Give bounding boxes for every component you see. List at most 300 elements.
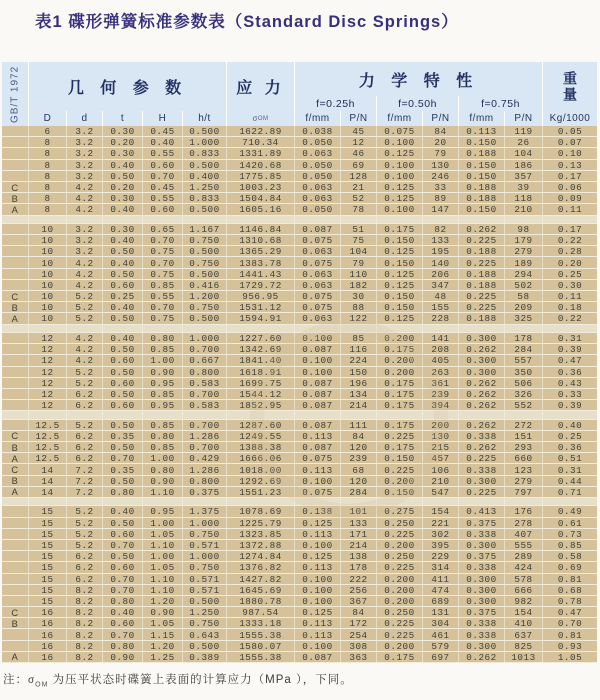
cell-series	[2, 529, 28, 539]
cell-f050: 0.175	[376, 400, 422, 410]
cell-sigma: 1775.85	[226, 171, 294, 181]
table-row	[2, 246, 597, 257]
cell-d: 4.2	[66, 344, 102, 354]
table-row	[2, 596, 597, 607]
cell-f025: 0.113	[294, 431, 340, 441]
cell-d: 8.2	[66, 641, 102, 651]
cell-f050: 0.200	[376, 540, 422, 550]
cell-p025: 222	[340, 574, 376, 584]
cell-p075: 123	[504, 464, 542, 474]
cell-d: 4.2	[66, 182, 102, 192]
cell-D: 15	[28, 506, 66, 516]
cell-D: 10	[28, 269, 66, 279]
cell-d: 8.2	[66, 652, 102, 662]
cell-f075: 0.300	[458, 641, 504, 651]
cell-f075: 0.188	[458, 182, 504, 192]
cell-f075: 0.338	[458, 618, 504, 628]
cell-p050: 208	[422, 344, 458, 354]
table-row	[2, 476, 597, 487]
cell-kg: 0.69	[542, 562, 597, 572]
cell-D: 12.5	[28, 442, 66, 452]
cell-H: 0.45	[142, 126, 182, 136]
cell-p050	[422, 325, 458, 332]
cell-H: 0.75	[142, 313, 182, 323]
cell-D: 12	[28, 355, 66, 365]
cell-p075: 357	[504, 171, 542, 181]
cell-ht: 0.750	[182, 235, 226, 245]
cell-f025: 0.125	[294, 551, 340, 561]
cell-f050: 0.150	[376, 235, 422, 245]
table-row	[2, 171, 597, 182]
cell-p025: 45	[340, 126, 376, 136]
cell-f050: 0.225	[376, 618, 422, 628]
cell-D: 15	[28, 529, 66, 539]
table-row	[2, 629, 597, 640]
cell-H: 0.75	[142, 269, 182, 279]
cell-d: 7.2	[66, 464, 102, 474]
cell-p050: 304	[422, 618, 458, 628]
cell-D: 10	[28, 280, 66, 290]
cell-H: 0.70	[142, 302, 182, 312]
cell-p075: 284	[504, 344, 542, 354]
cell-ht: 0.571	[182, 574, 226, 584]
cell-series: C	[11, 607, 19, 618]
cell-f050: 0.200	[376, 574, 422, 584]
cell-f075: 0.262	[458, 652, 504, 662]
cell-f025: 0.100	[294, 585, 340, 595]
cell-d	[66, 325, 102, 332]
cell-p050: 697	[422, 652, 458, 662]
cell-series	[2, 420, 28, 430]
cell-p025: 214	[340, 540, 376, 550]
cell-f075: 0.375	[458, 551, 504, 561]
cell-f075: 0.413	[458, 506, 504, 516]
col-D: D	[28, 111, 66, 126]
cell-f050	[376, 216, 422, 223]
cell-f050: 0.200	[376, 333, 422, 343]
cell-f075: 0.262	[458, 378, 504, 388]
cell-t: 0.70	[102, 629, 142, 639]
cell-d: 3.2	[66, 126, 102, 136]
cell-d: 6.2	[66, 551, 102, 561]
cell-f050: 0.250	[376, 518, 422, 528]
disc-spring-table	[2, 62, 597, 663]
table-row	[2, 400, 597, 411]
cell-series	[2, 585, 28, 595]
cell-kg	[542, 216, 597, 223]
cell-p075: 278	[504, 518, 542, 528]
table-header	[2, 62, 597, 126]
cell-p050: 547	[422, 487, 458, 497]
cell-p050: 147	[422, 204, 458, 214]
cell-D: 12.5	[28, 420, 66, 430]
cell-f050: 0.075	[376, 126, 422, 136]
cell-p075: 209	[504, 302, 542, 312]
cell-f050: 0.125	[376, 193, 422, 203]
cell-ht	[182, 498, 226, 505]
cell-p050: 106	[422, 464, 458, 474]
cell-sigma: 1852.95	[226, 400, 294, 410]
cell-f075: 0.338	[458, 629, 504, 639]
cell-D: 12	[28, 367, 66, 377]
cell-D: 15	[28, 540, 66, 550]
cell-f050: 0.175	[376, 389, 422, 399]
cell-sigma: 1078.69	[226, 506, 294, 516]
table-row	[2, 464, 597, 475]
cell-p025: 104	[340, 246, 376, 256]
cell-series: B	[11, 442, 19, 453]
cell-sigma: 1594.91	[226, 313, 294, 323]
cell-p025: 128	[340, 171, 376, 181]
cell-H: 0.90	[142, 607, 182, 617]
cell-D: 12	[28, 344, 66, 354]
cell-d: 5.2	[66, 367, 102, 377]
cell-p050: 246	[422, 171, 458, 181]
col-pn-025: P/N	[340, 111, 376, 126]
cell-p050	[422, 411, 458, 418]
cell-p075: 189	[504, 257, 542, 267]
cell-p025: 110	[340, 269, 376, 279]
cell-D: 10	[28, 302, 66, 312]
cell-t	[102, 325, 142, 332]
cell-H	[142, 325, 182, 332]
cell-H: 0.55	[142, 291, 182, 301]
cell-sigma: 1287.60	[226, 420, 294, 430]
cell-t	[102, 411, 142, 418]
cell-t: 0.20	[102, 137, 142, 147]
table-row	[2, 540, 597, 551]
cell-p025: 214	[340, 400, 376, 410]
cell-f075: 0.150	[458, 160, 504, 170]
cell-kg	[542, 325, 597, 332]
cell-p075: 350	[504, 367, 542, 377]
cell-ht: 0.750	[182, 257, 226, 267]
cell-sigma: 1880.78	[226, 596, 294, 606]
cell-D	[28, 325, 66, 332]
cell-series	[2, 148, 28, 158]
cell-f050: 0.250	[376, 607, 422, 617]
header-f050: f=0.50h	[376, 96, 458, 111]
cell-D: 8	[28, 171, 66, 181]
cell-H: 1.25	[142, 652, 182, 662]
cell-f050: 0.200	[376, 476, 422, 486]
cell-H: 1.20	[142, 641, 182, 651]
cell-f075: 0.150	[458, 137, 504, 147]
cell-sigma: 1622.89	[226, 126, 294, 136]
cell-f025	[294, 216, 340, 223]
cell-p050: 140	[422, 257, 458, 267]
table-row	[2, 302, 597, 313]
cell-p025: 120	[340, 442, 376, 452]
cell-series	[2, 551, 28, 561]
cell-ht: 0.571	[182, 540, 226, 550]
cell-sigma: 1146.84	[226, 224, 294, 234]
cell-f075: 0.338	[458, 464, 504, 474]
cell-f025: 0.113	[294, 562, 340, 572]
cell-f025: 0.075	[294, 302, 340, 312]
cell-t: 0.30	[102, 126, 142, 136]
cell-d: 4.2	[66, 355, 102, 365]
cell-f075	[458, 325, 504, 332]
cell-p050: 200	[422, 420, 458, 430]
cell-series	[2, 367, 28, 377]
cell-H: 1.10	[142, 574, 182, 584]
cell-f025: 0.063	[294, 313, 340, 323]
cell-D: 12	[28, 333, 66, 343]
col-fmm-075: f/mm	[458, 111, 504, 126]
cell-d: 4.2	[66, 269, 102, 279]
cell-H: 1.20	[142, 596, 182, 606]
cell-p050: 228	[422, 313, 458, 323]
cell-sigma: 987.54	[226, 607, 294, 617]
cell-D: 8	[28, 182, 66, 192]
cell-sigma: 1504.84	[226, 193, 294, 203]
cell-f050: 0.275	[376, 506, 422, 516]
cell-f050: 0.125	[376, 280, 422, 290]
cell-p075: 119	[504, 126, 542, 136]
cell-f075: 0.300	[458, 585, 504, 595]
cell-sigma: 1227.60	[226, 333, 294, 343]
cell-f025: 0.050	[294, 204, 340, 214]
cell-f025: 0.125	[294, 607, 340, 617]
cell-f050: 0.100	[376, 160, 422, 170]
cell-f075: 0.113	[458, 126, 504, 136]
cell-f075: 0.262	[458, 420, 504, 430]
cell-p025: 254	[340, 629, 376, 639]
cell-ht: 0.750	[182, 618, 226, 628]
cell-f075: 0.188	[458, 193, 504, 203]
cell-d: 4.2	[66, 333, 102, 343]
cell-series	[2, 246, 28, 256]
cell-ht: 1.000	[182, 518, 226, 528]
cell-d: 5.2	[66, 518, 102, 528]
cell-t: 0.60	[102, 355, 142, 365]
cell-f050: 0.200	[376, 355, 422, 365]
header-f025: f=0.25h	[294, 96, 376, 111]
table-row	[2, 562, 597, 573]
cell-sigma	[226, 411, 294, 418]
cell-f075: 0.300	[458, 596, 504, 606]
cell-f025: 0.050	[294, 171, 340, 181]
cell-D: 10	[28, 257, 66, 267]
cell-ht: 0.833	[182, 193, 226, 203]
cell-t	[102, 216, 142, 223]
cell-t: 0.30	[102, 224, 142, 234]
cell-p025: 51	[340, 224, 376, 234]
table-row	[2, 126, 597, 137]
header-geometry: 几 何 参 数	[28, 62, 226, 111]
cell-f050: 0.225	[376, 562, 422, 572]
cell-series	[2, 629, 28, 639]
cell-D: 16	[28, 652, 66, 662]
cell-series	[2, 518, 28, 528]
cell-kg: 0.36	[542, 367, 597, 377]
cell-p025: 111	[340, 420, 376, 430]
cell-p025: 171	[340, 529, 376, 539]
cell-kg: 0.11	[542, 291, 597, 301]
cell-p050: 154	[422, 506, 458, 516]
cell-ht: 0.416	[182, 280, 226, 290]
cell-ht: 0.400	[182, 171, 226, 181]
cell-f075: 0.262	[458, 344, 504, 354]
cell-kg	[542, 411, 597, 418]
cell-D: 8	[28, 148, 66, 158]
cell-H: 0.95	[142, 378, 182, 388]
cell-series	[2, 596, 28, 606]
cell-d: 4.2	[66, 280, 102, 290]
cell-kg: 0.39	[542, 344, 597, 354]
cell-kg: 0.58	[542, 551, 597, 561]
cell-t: 0.70	[102, 585, 142, 595]
cell-f025: 0.100	[294, 476, 340, 486]
cell-d: 6.2	[66, 562, 102, 572]
cell-p025: 84	[340, 431, 376, 441]
cell-p025: 12	[340, 137, 376, 147]
cell-sigma: 1841.40	[226, 355, 294, 365]
table-row	[2, 367, 597, 378]
cell-p025: 101	[340, 506, 376, 516]
cell-series	[2, 540, 28, 550]
cell-p025: 308	[340, 641, 376, 651]
cell-kg: 0.30	[542, 280, 597, 290]
cell-D: 8	[28, 193, 66, 203]
cell-f025: 0.087	[294, 400, 340, 410]
cell-ht: 0.700	[182, 344, 226, 354]
cell-kg: 0.73	[542, 529, 597, 539]
cell-series	[2, 574, 28, 584]
cell-H: 0.55	[142, 148, 182, 158]
cell-sigma: 1333.18	[226, 618, 294, 628]
cell-D: 16	[28, 629, 66, 639]
cell-H: 1.05	[142, 562, 182, 572]
cell-series	[2, 216, 28, 223]
cell-p050: 79	[422, 148, 458, 158]
cell-f025: 0.075	[294, 487, 340, 497]
cell-p050: 130	[422, 431, 458, 441]
cell-p075	[504, 216, 542, 223]
cell-p050	[422, 216, 458, 223]
cell-p025	[340, 325, 376, 332]
cell-f075: 0.338	[458, 529, 504, 539]
cell-d	[66, 216, 102, 223]
cell-f075: 0.188	[458, 246, 504, 256]
cell-f050: 0.200	[376, 367, 422, 377]
cell-H: 0.80	[142, 333, 182, 343]
cell-f050: 0.150	[376, 291, 422, 301]
cell-sigma: 1249.55	[226, 431, 294, 441]
cell-f075: 0.300	[458, 476, 504, 486]
cell-f075: 0.338	[458, 431, 504, 441]
cell-ht: 0.571	[182, 585, 226, 595]
cell-D: 12.5	[28, 431, 66, 441]
cell-D: 15	[28, 574, 66, 584]
footnote-prefix: 注：	[3, 674, 28, 686]
cell-f025: 0.100	[294, 596, 340, 606]
cell-p025: 122	[340, 313, 376, 323]
cell-f050: 0.125	[376, 246, 422, 256]
cell-p050: 302	[422, 529, 458, 539]
cell-sigma: 1388.38	[226, 442, 294, 452]
cell-p050: 215	[422, 442, 458, 452]
cell-p075	[504, 411, 542, 418]
cell-d: 5.2	[66, 378, 102, 388]
table-row	[2, 453, 597, 464]
cell-t: 0.35	[102, 464, 142, 474]
cell-p025: 116	[340, 344, 376, 354]
cell-p025: 46	[340, 148, 376, 158]
cell-p025: 182	[340, 280, 376, 290]
cell-sigma: 1645.69	[226, 585, 294, 595]
table-row	[2, 137, 597, 148]
table-row	[2, 641, 597, 652]
cell-p050: 457	[422, 453, 458, 463]
cell-kg: 0.43	[542, 378, 597, 388]
cell-H: 0.95	[142, 506, 182, 516]
cell-f050: 0.125	[376, 269, 422, 279]
cell-d: 5.2	[66, 420, 102, 430]
cell-sigma: 1323.85	[226, 529, 294, 539]
cell-d: 6.2	[66, 442, 102, 452]
cell-p025: 52	[340, 193, 376, 203]
cell-H: 1.10	[142, 487, 182, 497]
cell-series: C	[11, 291, 19, 302]
cell-series: A	[11, 313, 19, 324]
cell-ht: 0.800	[182, 476, 226, 486]
cell-p025: 224	[340, 355, 376, 365]
cell-t: 0.50	[102, 171, 142, 181]
cell-kg: 0.70	[542, 618, 597, 628]
cell-p075: 118	[504, 193, 542, 203]
cell-f025: 0.063	[294, 246, 340, 256]
cell-D: 15	[28, 562, 66, 572]
cell-f025: 0.075	[294, 291, 340, 301]
cell-p075: 555	[504, 540, 542, 550]
cell-series	[2, 389, 28, 399]
cell-ht: 0.750	[182, 529, 226, 539]
cell-f075: 0.225	[458, 302, 504, 312]
cell-ht: 1.000	[182, 333, 226, 343]
cell-sigma: 1551.23	[226, 487, 294, 497]
cell-f050: 0.150	[376, 257, 422, 267]
cell-p075: 797	[504, 487, 542, 497]
col-pn-050: P/N	[422, 111, 458, 126]
cell-p025: 68	[340, 464, 376, 474]
cell-f050: 0.225	[376, 529, 422, 539]
cell-H: 0.85	[142, 344, 182, 354]
cell-series: A	[11, 652, 19, 662]
cell-d: 3.2	[66, 246, 102, 256]
cell-p075	[504, 498, 542, 505]
cell-sigma: 1365.29	[226, 246, 294, 256]
cell-f025: 0.075	[294, 453, 340, 463]
cell-series: B	[11, 193, 19, 204]
cell-p025: 178	[340, 562, 376, 572]
cell-ht: 0.833	[182, 148, 226, 158]
cell-series: C	[11, 182, 19, 193]
cell-d: 3.2	[66, 224, 102, 234]
cell-p050: 411	[422, 574, 458, 584]
cell-sigma: 1555.38	[226, 652, 294, 662]
cell-t: 0.70	[102, 574, 142, 584]
cell-f050: 0.225	[376, 431, 422, 441]
cell-series	[2, 333, 28, 343]
cell-kg: 0.22	[542, 313, 597, 323]
cell-f075	[458, 498, 504, 505]
cell-f050: 0.225	[376, 464, 422, 474]
table-row	[2, 280, 597, 291]
cell-t: 0.50	[102, 389, 142, 399]
cell-p075: 325	[504, 313, 542, 323]
